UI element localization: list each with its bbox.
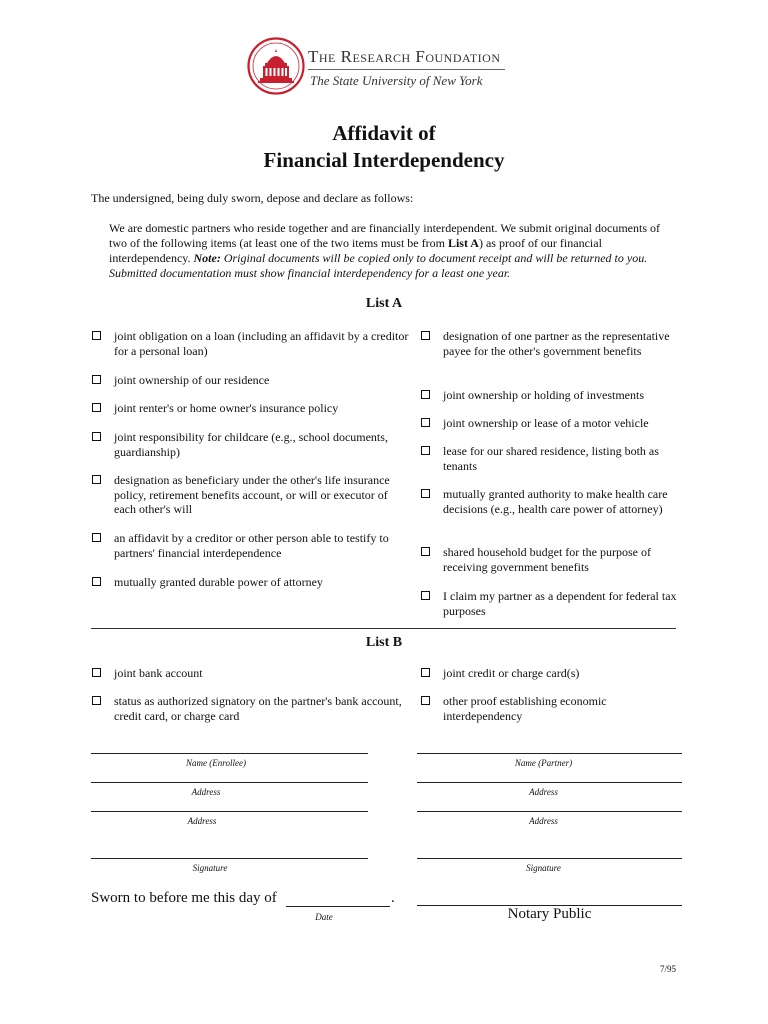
- checkbox-icon[interactable]: [92, 577, 101, 586]
- document-title-line1: Affidavit of: [332, 121, 436, 145]
- enrollee-address-caption-2: Address: [187, 816, 217, 826]
- declaration-text-1: We are domestic partners who reside together and are financially interdependent. We submit original documents of two of the following items (at least one of the two items must be from: [109, 221, 660, 250]
- intro-statement: The undersigned, being duly sworn, depose and declare as follows:: [91, 191, 414, 205]
- partner-address-caption-1: Address: [529, 787, 558, 797]
- list-item-label: joint bank account: [114, 666, 203, 680]
- partner-address-line-1[interactable]: [417, 782, 682, 783]
- date-caption: Date: [315, 912, 333, 922]
- checkbox-icon[interactable]: [92, 375, 101, 384]
- form-revision-number: 7/95: [660, 964, 677, 974]
- list-item-label: designation of one partner as the representative payee for the other's government benefits: [443, 329, 670, 358]
- list-item-label: shared household budget for the purpose of receiving government benefits: [443, 545, 651, 574]
- checkbox-icon[interactable]: [421, 489, 430, 498]
- org-name: The Research Foundation: [308, 47, 501, 66]
- checkbox-icon[interactable]: [421, 390, 430, 399]
- partner-address-caption-2: Address: [529, 816, 558, 826]
- list-item-label: joint obligation on a loan (including an affidavit by a creditor for a personal loan): [114, 329, 409, 358]
- list-item-label: I claim my partner as a dependent for federal tax purposes: [443, 589, 677, 618]
- sworn-statement: Sworn to before me this day of: [91, 890, 277, 906]
- note-text: Original documents will be copied only to document receipt and will be returned to you. Submitted documentation must show financial interdependency for a least one year.: [109, 251, 648, 280]
- org-subtitle: The State University of New York: [310, 73, 483, 88]
- checkbox-icon[interactable]: [421, 547, 430, 556]
- section-divider: [91, 628, 676, 629]
- list-item-label: joint renter's or home owner's insurance policy: [114, 401, 339, 415]
- list-item-label: joint ownership of our residence: [114, 373, 270, 387]
- checkbox-icon[interactable]: [421, 331, 430, 340]
- partner-address-line-2[interactable]: [417, 811, 682, 812]
- partner-signature-line[interactable]: [417, 858, 682, 859]
- checkbox-icon[interactable]: [92, 533, 101, 542]
- checkbox-icon[interactable]: [421, 668, 430, 677]
- list-item-label: an affidavit by a creditor or other person able to testify to partners' financial interdependence: [114, 531, 389, 560]
- partner-signature-caption: Signature: [526, 863, 561, 873]
- checkbox-icon[interactable]: [92, 331, 101, 340]
- list-item-label: mutually granted authority to make health care decisions (e.g., health care power of attorney): [443, 487, 668, 516]
- document-title-line2: Financial Interdependency: [263, 148, 505, 172]
- list-item-label: joint credit or charge card(s): [443, 666, 580, 680]
- list-item-label: lease for our shared residence, listing both as tenants: [443, 444, 659, 473]
- list-item-label: designation as beneficiary under the other's life insurance policy, retirement benefits account, or will or executor of each other's will: [114, 473, 390, 516]
- sworn-period: .: [391, 890, 395, 906]
- list-item-label: joint ownership or lease of a motor vehicle: [443, 416, 649, 430]
- checkbox-icon[interactable]: [92, 403, 101, 412]
- checkbox-icon[interactable]: [92, 432, 101, 441]
- checkbox-icon[interactable]: [421, 696, 430, 705]
- enrollee-name-caption: Name (Enrollee): [186, 758, 246, 768]
- research-foundation-seal-logo: [247, 37, 305, 95]
- enrollee-signature-line[interactable]: [91, 858, 368, 859]
- enrollee-address-line-1[interactable]: [91, 782, 368, 783]
- enrollee-address-caption-1: Address: [191, 787, 221, 797]
- partner-name-line[interactable]: [417, 753, 682, 754]
- sworn-date-line[interactable]: [286, 906, 390, 907]
- checkbox-icon[interactable]: [421, 446, 430, 455]
- list-item-label: other proof establishing economic interdependency: [443, 694, 607, 723]
- list-b-heading: List B: [365, 635, 403, 650]
- enrollee-address-line-2[interactable]: [91, 811, 368, 812]
- declaration-list-a-ref: List A: [447, 236, 479, 250]
- list-item-label: joint responsibility for childcare (e.g., school documents, guardianship): [114, 430, 388, 459]
- org-name-rule: [308, 69, 505, 70]
- checkbox-icon[interactable]: [92, 696, 101, 705]
- list-a-heading: List A: [365, 296, 403, 311]
- checkbox-icon[interactable]: [421, 418, 430, 427]
- declaration-paragraph: [109, 221, 661, 281]
- declaration-text-2: ) as proof of our financial interdependency.: [109, 236, 602, 265]
- partner-name-caption: Name (Partner): [514, 758, 573, 768]
- checkbox-icon[interactable]: [92, 668, 101, 677]
- checkbox-icon[interactable]: [421, 591, 430, 600]
- note-label: Note:: [193, 251, 221, 265]
- notary-public-caption: Notary Public: [507, 906, 592, 922]
- list-item-label: joint ownership or holding of investments: [443, 388, 644, 402]
- enrollee-name-line[interactable]: [91, 753, 368, 754]
- list-item-label: status as authorized signatory on the partner's bank account, credit card, or charge card: [114, 694, 402, 723]
- checkbox-icon[interactable]: [92, 475, 101, 484]
- list-item-label: mutually granted durable power of attorney: [114, 575, 323, 589]
- enrollee-signature-caption: Signature: [192, 863, 228, 873]
